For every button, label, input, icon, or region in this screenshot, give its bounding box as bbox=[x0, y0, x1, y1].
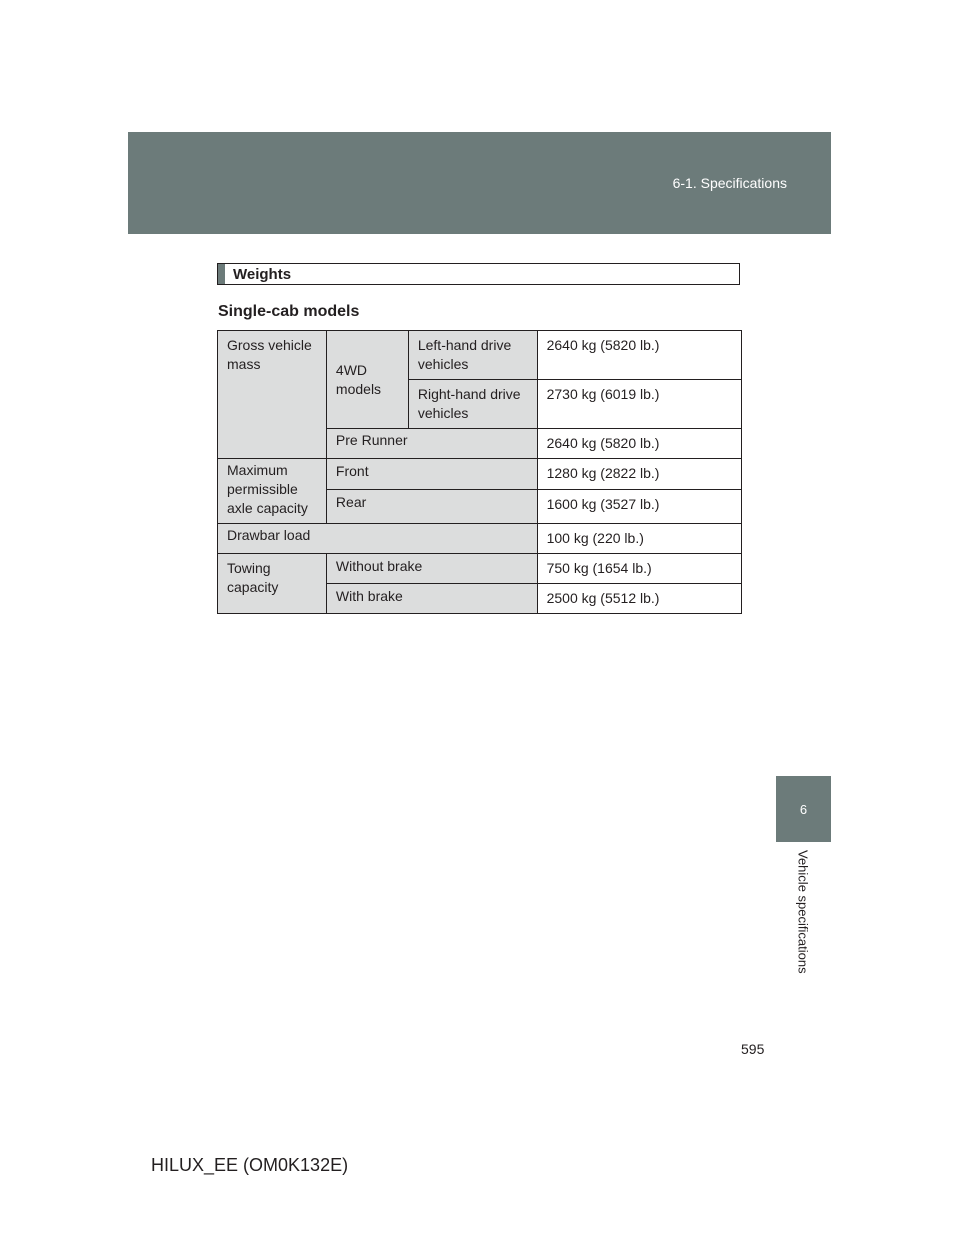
left-hand-drive-label: Left-hand drive vehicles bbox=[408, 331, 537, 380]
page-number: 595 bbox=[741, 1041, 765, 1057]
4wd-models-label: 4WD models bbox=[326, 331, 408, 429]
without-brake-label: Without brake bbox=[326, 554, 537, 584]
chapter-label-text: Vehicle specifications bbox=[795, 850, 811, 974]
max-axle-capacity-label: Maximum permissible axle capacity bbox=[218, 459, 327, 524]
rear-value: 1600 kg (3527 lb.) bbox=[537, 490, 741, 524]
heading-text: Weights bbox=[233, 265, 292, 283]
right-hand-drive-label: Right-hand drive vehicles bbox=[408, 380, 537, 429]
front-value: 1280 kg (2822 lb.) bbox=[537, 459, 741, 490]
right-hand-drive-value: 2730 kg (6019 lb.) bbox=[537, 380, 741, 429]
section-title: 6-1. Specifications bbox=[672, 175, 787, 191]
pre-runner-value: 2640 kg (5820 lb.) bbox=[537, 429, 741, 459]
subheading: Single-cab models bbox=[218, 303, 360, 320]
towing-capacity-label: Towing capacity bbox=[218, 554, 327, 614]
gross-vehicle-mass-label: Gross vehicle mass bbox=[218, 331, 327, 459]
rear-label: Rear bbox=[326, 490, 537, 524]
chapter-tab: 6 bbox=[776, 776, 831, 842]
chapter-label bbox=[791, 850, 815, 990]
section-heading bbox=[217, 263, 740, 285]
table-row bbox=[218, 459, 742, 490]
drawbar-load-value: 100 kg (220 lb.) bbox=[537, 524, 741, 554]
table-row bbox=[218, 524, 742, 554]
header-band bbox=[128, 132, 831, 234]
left-hand-drive-value: 2640 kg (5820 lb.) bbox=[537, 331, 741, 380]
table-row bbox=[218, 331, 742, 380]
footer-manual-code: HILUX_EE (OM0K132E) bbox=[151, 1155, 349, 1175]
weights-table bbox=[217, 330, 742, 614]
without-brake-value: 750 kg (1654 lb.) bbox=[537, 554, 741, 584]
table-row bbox=[218, 554, 742, 584]
front-label: Front bbox=[326, 459, 537, 490]
drawbar-load-label: Drawbar load bbox=[218, 524, 538, 554]
heading-accent-bar bbox=[218, 264, 225, 284]
with-brake-label: With brake bbox=[326, 584, 537, 614]
pre-runner-label: Pre Runner bbox=[326, 429, 537, 459]
with-brake-value: 2500 kg (5512 lb.) bbox=[537, 584, 741, 614]
